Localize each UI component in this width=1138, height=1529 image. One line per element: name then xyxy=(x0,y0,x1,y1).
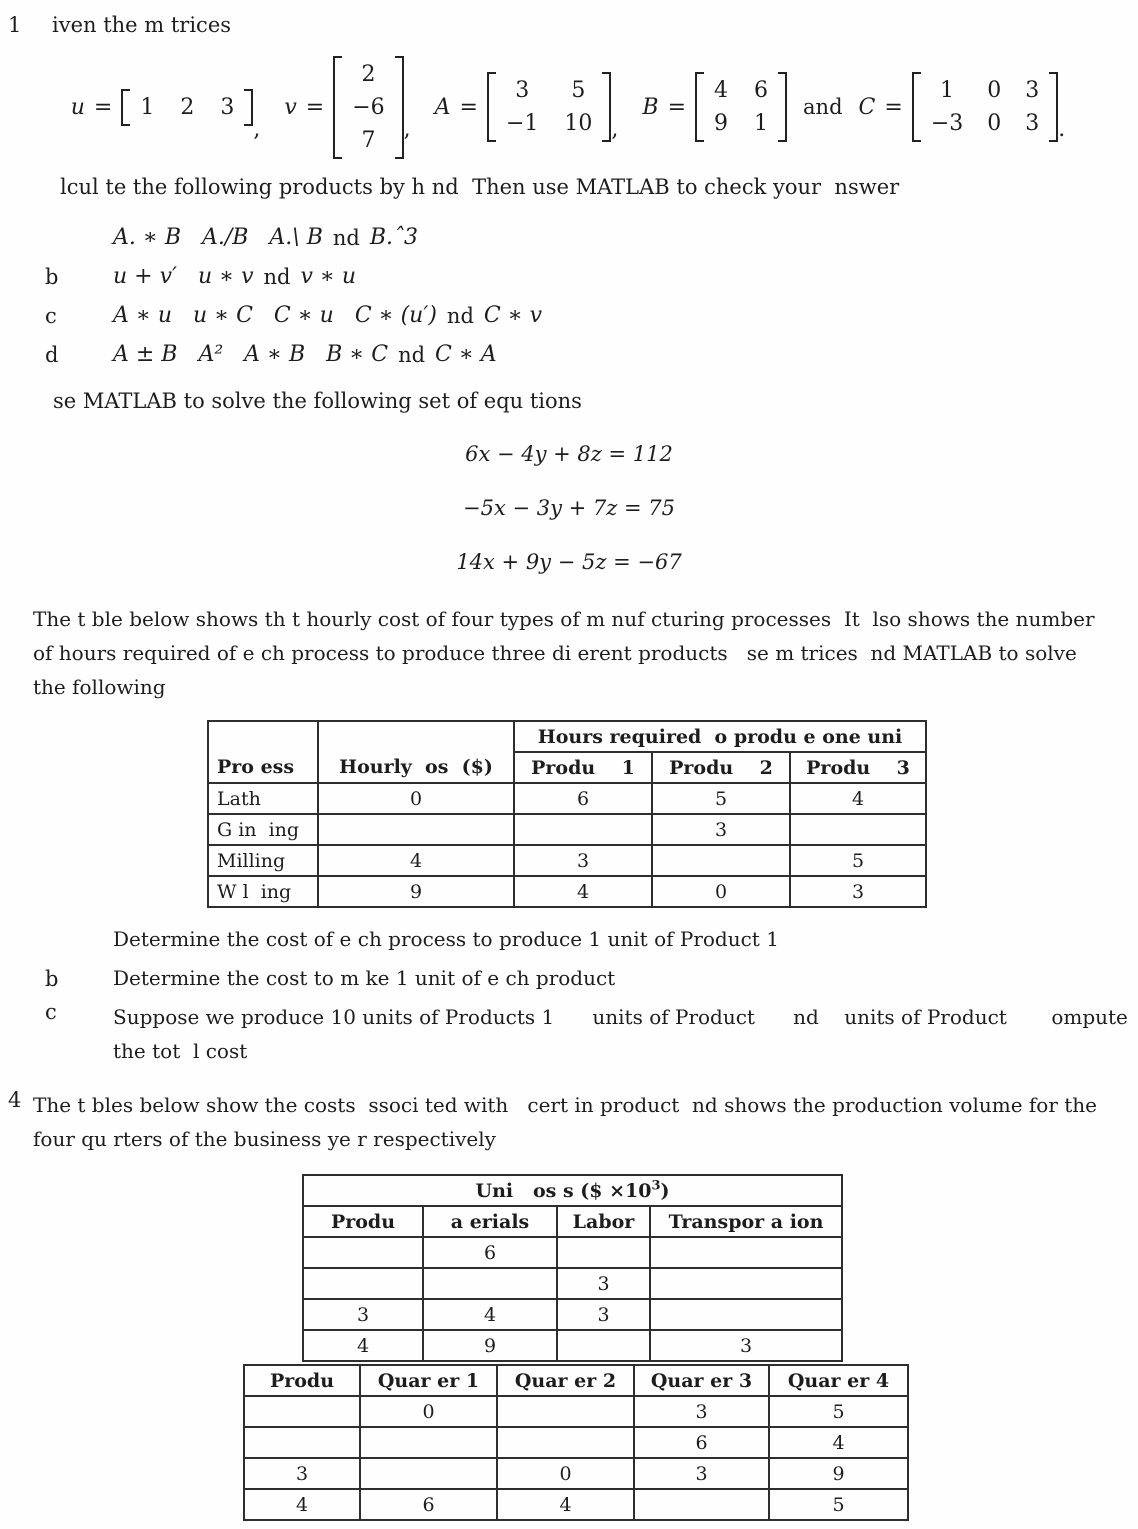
matrix-v xyxy=(333,56,403,159)
matrix-cell: 7 xyxy=(361,127,376,153)
matrix-cell: 3 xyxy=(515,78,530,103)
matrix-cell: 6 xyxy=(754,78,769,103)
cell xyxy=(360,1458,497,1489)
matrix-cell: 4 xyxy=(714,78,729,103)
matrix-cell: 0 xyxy=(987,111,1002,136)
col-header-product: Produ xyxy=(244,1365,360,1396)
matrix-cell: 3 xyxy=(1025,78,1040,103)
paragraph-line: The t ble below shows th t hourly cost of four types of m nuf cturing processes It lso shows the number xyxy=(33,607,1095,631)
comma: , xyxy=(403,116,411,142)
title-text: ) xyxy=(660,1179,670,1202)
col-header-product1: Produ 1 xyxy=(514,752,652,783)
cell: 3 xyxy=(652,814,790,845)
problem4-heading xyxy=(8,1088,1097,1156)
problem3-paragraph xyxy=(33,602,1113,704)
paragraph-line: of hours required of e ch process to produce three di erent products se m trices nd MATLAB to solve xyxy=(33,641,1077,665)
problem1-heading xyxy=(8,13,231,37)
right-bracket xyxy=(244,89,253,126)
cell: 0 xyxy=(318,783,514,814)
matrix-C-label: C xyxy=(858,94,876,120)
col-header-quarter3: Quar er 3 xyxy=(634,1365,769,1396)
title-superscript: 3 xyxy=(651,1178,661,1194)
cell xyxy=(634,1489,769,1520)
cell xyxy=(318,814,514,845)
matrix-A xyxy=(487,72,611,142)
process-hours-table xyxy=(207,720,927,908)
col-header-labor: Labor xyxy=(557,1206,650,1237)
item-label: b xyxy=(45,264,59,289)
cell-process: Lath xyxy=(208,783,318,814)
cell: 5 xyxy=(652,783,790,814)
left-bracket xyxy=(912,72,921,142)
problem2-stem: se MATLAB to solve the following set of equ tions xyxy=(53,389,582,413)
cell xyxy=(557,1237,650,1268)
right-bracket xyxy=(778,72,787,142)
problem4-paragraph xyxy=(33,1088,1097,1156)
cell: 6 xyxy=(514,783,652,814)
matrix-cell: −1 xyxy=(505,111,539,136)
cell: 6 xyxy=(360,1489,497,1520)
equals-sign: = xyxy=(667,94,687,120)
and-word: and xyxy=(803,95,843,119)
table-row xyxy=(303,1299,842,1330)
paragraph-line: four qu rters of the business ye r respectively xyxy=(33,1127,496,1151)
conjunction: nd xyxy=(332,225,360,250)
matrix-cell: 0 xyxy=(987,78,1002,103)
math-expression: v ∗ u xyxy=(300,264,357,289)
cell-process: Milling xyxy=(208,845,318,876)
table-row xyxy=(244,1489,908,1520)
cell xyxy=(790,814,926,845)
cell: 5 xyxy=(769,1396,908,1427)
col-header-transportation: Transpor a ion xyxy=(650,1206,842,1237)
cell: 3 xyxy=(790,876,926,907)
list-item-b xyxy=(45,257,542,296)
cell xyxy=(497,1396,634,1427)
matrix-C xyxy=(912,72,1058,142)
col-header-quarter2: Quar er 2 xyxy=(497,1365,634,1396)
table-row xyxy=(244,1427,908,1458)
cell xyxy=(497,1427,634,1458)
cell: 5 xyxy=(790,845,926,876)
cell: 3 xyxy=(650,1330,842,1361)
cell: 0 xyxy=(360,1396,497,1427)
col-header-materials: a erials xyxy=(423,1206,557,1237)
col-header-hourly-cost: Hourly os ($) xyxy=(318,721,514,783)
math-expression: A ± B A² A ∗ B B ∗ C xyxy=(113,342,389,367)
matrix-cell: 2 xyxy=(180,94,195,120)
equals-sign: = xyxy=(884,94,903,120)
cell xyxy=(244,1427,360,1458)
equation-1: 6x − 4y + 8z = 112 xyxy=(465,442,673,466)
matrix-u-label: u xyxy=(70,94,85,120)
cell: 6 xyxy=(423,1237,557,1268)
cell: 4 xyxy=(514,876,652,907)
cell: 4 xyxy=(244,1489,360,1520)
paragraph-line: the following xyxy=(33,675,166,699)
matrix-cell: 5 xyxy=(571,78,586,103)
cell xyxy=(514,814,652,845)
item-text: the tot l cost xyxy=(113,1039,248,1063)
span-header-hours-required: Hours required o produ e one uni xyxy=(514,721,926,752)
cell xyxy=(557,1330,650,1361)
unit-costs-table xyxy=(302,1174,843,1362)
item-label: c xyxy=(45,303,57,328)
table-row xyxy=(244,1458,908,1489)
problem3-item-list xyxy=(45,920,1128,1068)
table-row xyxy=(244,1396,908,1427)
math-expression: C ∗ A xyxy=(435,342,497,367)
matrix-cell: 1 xyxy=(940,78,955,103)
cell xyxy=(303,1268,423,1299)
cell: 4 xyxy=(790,783,926,814)
list-item-c xyxy=(45,296,542,335)
cell-process: G in ing xyxy=(208,814,318,845)
matrix-cell: 1 xyxy=(754,111,769,136)
equation-system xyxy=(0,437,1138,599)
conjunction: nd xyxy=(446,303,474,328)
cell: 3 xyxy=(634,1458,769,1489)
list-item-d xyxy=(45,335,542,374)
math-expression: A ∗ u u ∗ C C ∗ u C ∗ (u′) xyxy=(113,303,437,328)
problem1-stem: lcul te the following products by h nd Then use MATLAB to check your nswer xyxy=(60,175,900,199)
list-item-a xyxy=(45,920,1128,959)
col-header-product3: Produ 3 xyxy=(790,752,926,783)
cell: 3 xyxy=(514,845,652,876)
cell: 5 xyxy=(769,1489,908,1520)
cell: 3 xyxy=(303,1299,423,1330)
cell: 4 xyxy=(423,1299,557,1330)
cell: 6 xyxy=(634,1427,769,1458)
matrix-cell: 2 xyxy=(361,61,376,87)
table-row xyxy=(303,1268,842,1299)
cell xyxy=(423,1268,557,1299)
cell xyxy=(360,1427,497,1458)
math-expression: u + v′ u ∗ v xyxy=(113,264,254,289)
cell xyxy=(244,1396,360,1427)
problem1-intro-text: iven the m trices xyxy=(52,13,232,37)
col-header-process: Pro ess xyxy=(208,721,318,783)
cell-process: W l ing xyxy=(208,876,318,907)
matrix-cell: −6 xyxy=(352,94,385,120)
cell: 3 xyxy=(634,1396,769,1427)
cell: 4 xyxy=(497,1489,634,1520)
matrix-cell: −3 xyxy=(930,111,964,136)
matrix-cell: 1 xyxy=(140,94,155,120)
table-row xyxy=(208,814,926,845)
table-row xyxy=(303,1237,842,1268)
table-row xyxy=(303,1330,842,1361)
equals-sign: = xyxy=(459,94,478,120)
matrix-B-label: B xyxy=(642,94,659,120)
cell: 0 xyxy=(497,1458,634,1489)
item-text: Suppose we produce 10 units of Products 1 units of Product nd units of Product ompute xyxy=(113,1005,1128,1029)
math-expression: A. ∗ B A./B A.\ B xyxy=(113,225,323,250)
cell xyxy=(303,1237,423,1268)
quarterly-volume-table xyxy=(243,1364,909,1521)
list-item-b xyxy=(45,959,1128,998)
cell xyxy=(650,1237,842,1268)
comma: , xyxy=(253,116,261,142)
matrix-cell: 3 xyxy=(220,94,235,120)
cell: 4 xyxy=(769,1427,908,1458)
item-text: Determine the cost to m ke 1 unit of e ch product xyxy=(113,966,616,990)
comma: , xyxy=(611,116,619,142)
cell: 9 xyxy=(769,1458,908,1489)
cell: 4 xyxy=(318,845,514,876)
table-title xyxy=(303,1175,842,1206)
cell xyxy=(650,1299,842,1330)
list-item-a xyxy=(45,218,542,257)
title-text: Uni os s ($ ×10 xyxy=(475,1179,652,1202)
right-bracket xyxy=(395,56,404,159)
left-bracket xyxy=(121,89,130,126)
matrix-v-label: v xyxy=(284,94,297,120)
equals-sign: = xyxy=(93,94,113,120)
equation-3: 14x + 9y − 5z = −67 xyxy=(456,550,682,574)
right-bracket xyxy=(602,72,611,142)
cell: 9 xyxy=(423,1330,557,1361)
cell: 3 xyxy=(557,1268,650,1299)
matrix-cell: 3 xyxy=(1025,111,1040,136)
period: . xyxy=(1058,116,1066,142)
math-expression: B.ˆ3 xyxy=(369,225,418,250)
matrix-cell: 9 xyxy=(714,111,729,136)
col-header-quarter1: Quar er 1 xyxy=(360,1365,497,1396)
col-header-product: Produ xyxy=(303,1206,423,1237)
cell: 0 xyxy=(652,876,790,907)
problem1-item-list xyxy=(45,218,542,374)
table-row xyxy=(208,845,926,876)
equals-sign: = xyxy=(305,94,325,120)
item-text: Determine the cost of e ch process to produce 1 unit of Product 1 xyxy=(113,927,779,951)
cell xyxy=(650,1268,842,1299)
cell: 9 xyxy=(318,876,514,907)
cell: 4 xyxy=(303,1330,423,1361)
left-bracket xyxy=(333,56,342,159)
problem1-number: 1 xyxy=(8,13,22,37)
matrix-A-label: A xyxy=(434,94,451,120)
conjunction: nd xyxy=(398,342,426,367)
table-row xyxy=(208,783,926,814)
col-header-quarter4: Quar er 4 xyxy=(769,1365,908,1396)
matrix-B xyxy=(695,72,787,142)
matrices-display xyxy=(0,48,1138,166)
right-bracket xyxy=(1049,72,1058,142)
item-label: d xyxy=(45,342,59,367)
conjunction: nd xyxy=(263,264,291,289)
equation-2: −5x − 3y + 7z = 75 xyxy=(462,496,675,520)
col-header-product2: Produ 2 xyxy=(652,752,790,783)
list-item-c xyxy=(45,998,1128,1068)
matrix-u xyxy=(121,89,253,126)
cell xyxy=(652,845,790,876)
matrix-cell: 10 xyxy=(564,111,593,136)
table-row xyxy=(208,876,926,907)
cell: 3 xyxy=(557,1299,650,1330)
left-bracket xyxy=(695,72,704,142)
problem4-number: 4 xyxy=(8,1088,22,1112)
math-expression: C ∗ v xyxy=(483,303,543,328)
left-bracket xyxy=(487,72,496,142)
cell: 3 xyxy=(244,1458,360,1489)
paragraph-line: The t bles below show the costs ssoci ted with cert in product nd shows the production volume for the xyxy=(33,1093,1098,1117)
item-label: b xyxy=(45,966,59,991)
item-label: c xyxy=(45,1000,57,1024)
